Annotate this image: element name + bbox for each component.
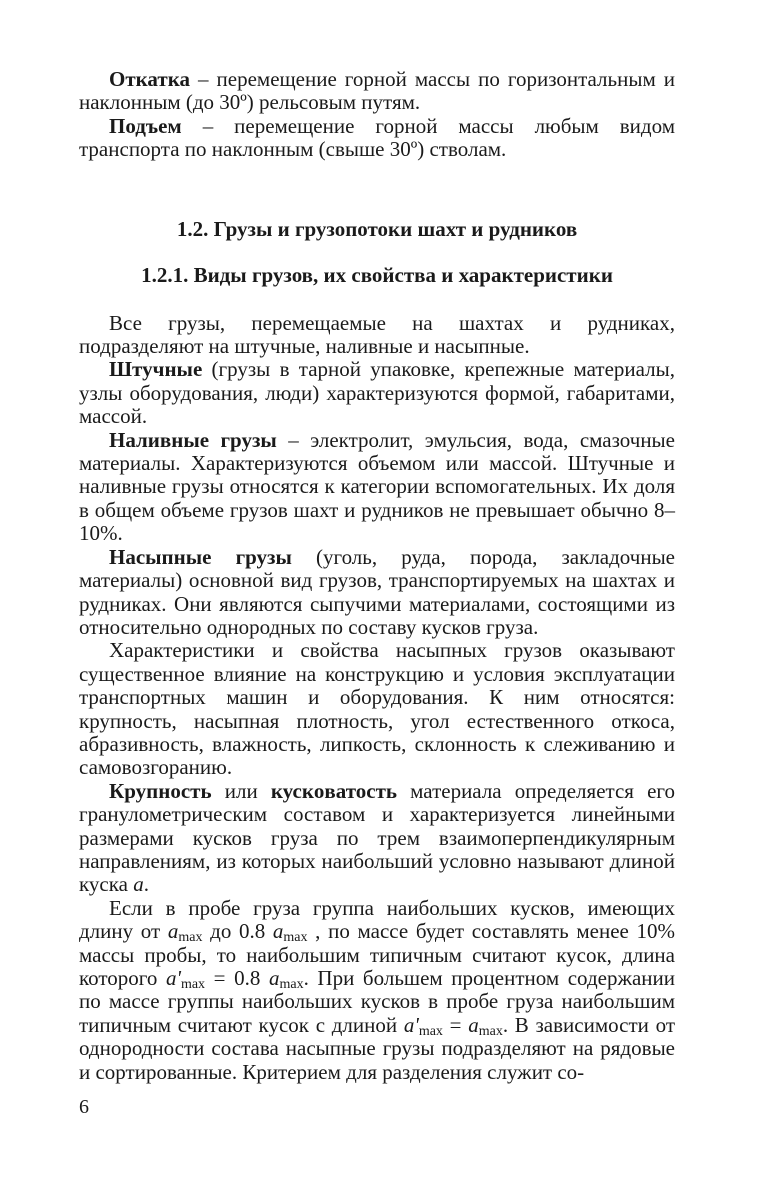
term-podyem: Подъем [109, 113, 182, 138]
paragraph-typical-lump: Если в пробе груза группа наибольших кусков, имеющих длину от $a_{max}$ до 0.8 $a_{max}$ , по массе будет составлять менее 10% массы пробы, то наибольшим типичным считают кусок, длина которого $a'_{max} = 0.8$ $a_{max}$. При большем процентном содержании по массе группы наибольших кусков в пробе груза наибольшим типичным считают кусок с длиной $a'_{max} = a_{max}$. В зависимости от однородности состава насыпные грузы подразделяют на рядовые и сортированные. Критерием для разделения служит со- [79, 895, 676, 1084]
term-lumpiness: кускoватость [270, 778, 397, 803]
page-text [79, 68, 675, 1084]
term-liquid-goods: Наливные грузы [109, 427, 277, 452]
term-otkatka: Откатка [109, 67, 190, 91]
paragraph-bulk-goods: Насыпные грузы (уголь, руда, порода, закладочные материалы) основной вид грузов, транспортируемых на шахтах и рудниках. Они являются сыпучими материалами, состоящими из относительно однородных по составу кусков груза. [79, 544, 675, 639]
paragraph-podyem: Подъем – перемещение горной массы любым видом транспорта по наклонным (свыше 30º) стволам. [79, 113, 675, 162]
paragraph-liquid-goods: Наливные грузы – электролит, эмульсия, вода, смазочные материалы. Характеризуются объемом или массой. Штучные и наливные грузы относятся к категории вспомогательных. Их доля в общем объеме грузов шахт и рудников не превышает обычно 8–10%. [79, 427, 675, 546]
page-number: 6 [79, 1096, 89, 1118]
section-title: 1.2. Грузы и грузопотоки шахт и рудников [176, 216, 578, 241]
var-a: a [133, 872, 144, 897]
paragraph-otkatka: Откатка – перемещение горной массы по горизонтальным и наклонным (до 30º) рельсовым путям. [79, 67, 675, 115]
term-lump-size: Крупность [109, 778, 212, 803]
term-bulk-goods: Насыпные грузы [109, 544, 292, 569]
paragraph-properties: Характеристики и свойства насыпных грузов оказывают существенное влияние на конструкцию и условия эксплуатации транспортных машин и оборудования. К ним относятся: крупность, насыпная плотность, угол естественного откоса, абразивность, влажность, липкость, склонность к слеживанию и самовозгоранию. [79, 638, 675, 780]
paragraph-intro: Все грузы, перемещаемые на шахтах и рудниках, подразделяют на штучные, наливные и насыпные. [79, 310, 675, 359]
paragraph-lump-size: Крупность или кускoватость материала определяется его гранулометрическим составом и характеризуется линейными размерами кусков груза по трем взаимоперпендикулярным направлениям, из которых наибольший условно называют длиной куска a. [79, 778, 675, 897]
paragraph-piece-goods: Штучные (грузы в тарной упаковке, крепежные материалы, узлы оборудования, люди) характеризуются формой, габаритами, массой. [79, 357, 675, 429]
subsection-title: 1.2.1. Виды грузов, их свойства и характеристики [141, 262, 613, 287]
term-piece-goods: Штучные [109, 357, 203, 382]
